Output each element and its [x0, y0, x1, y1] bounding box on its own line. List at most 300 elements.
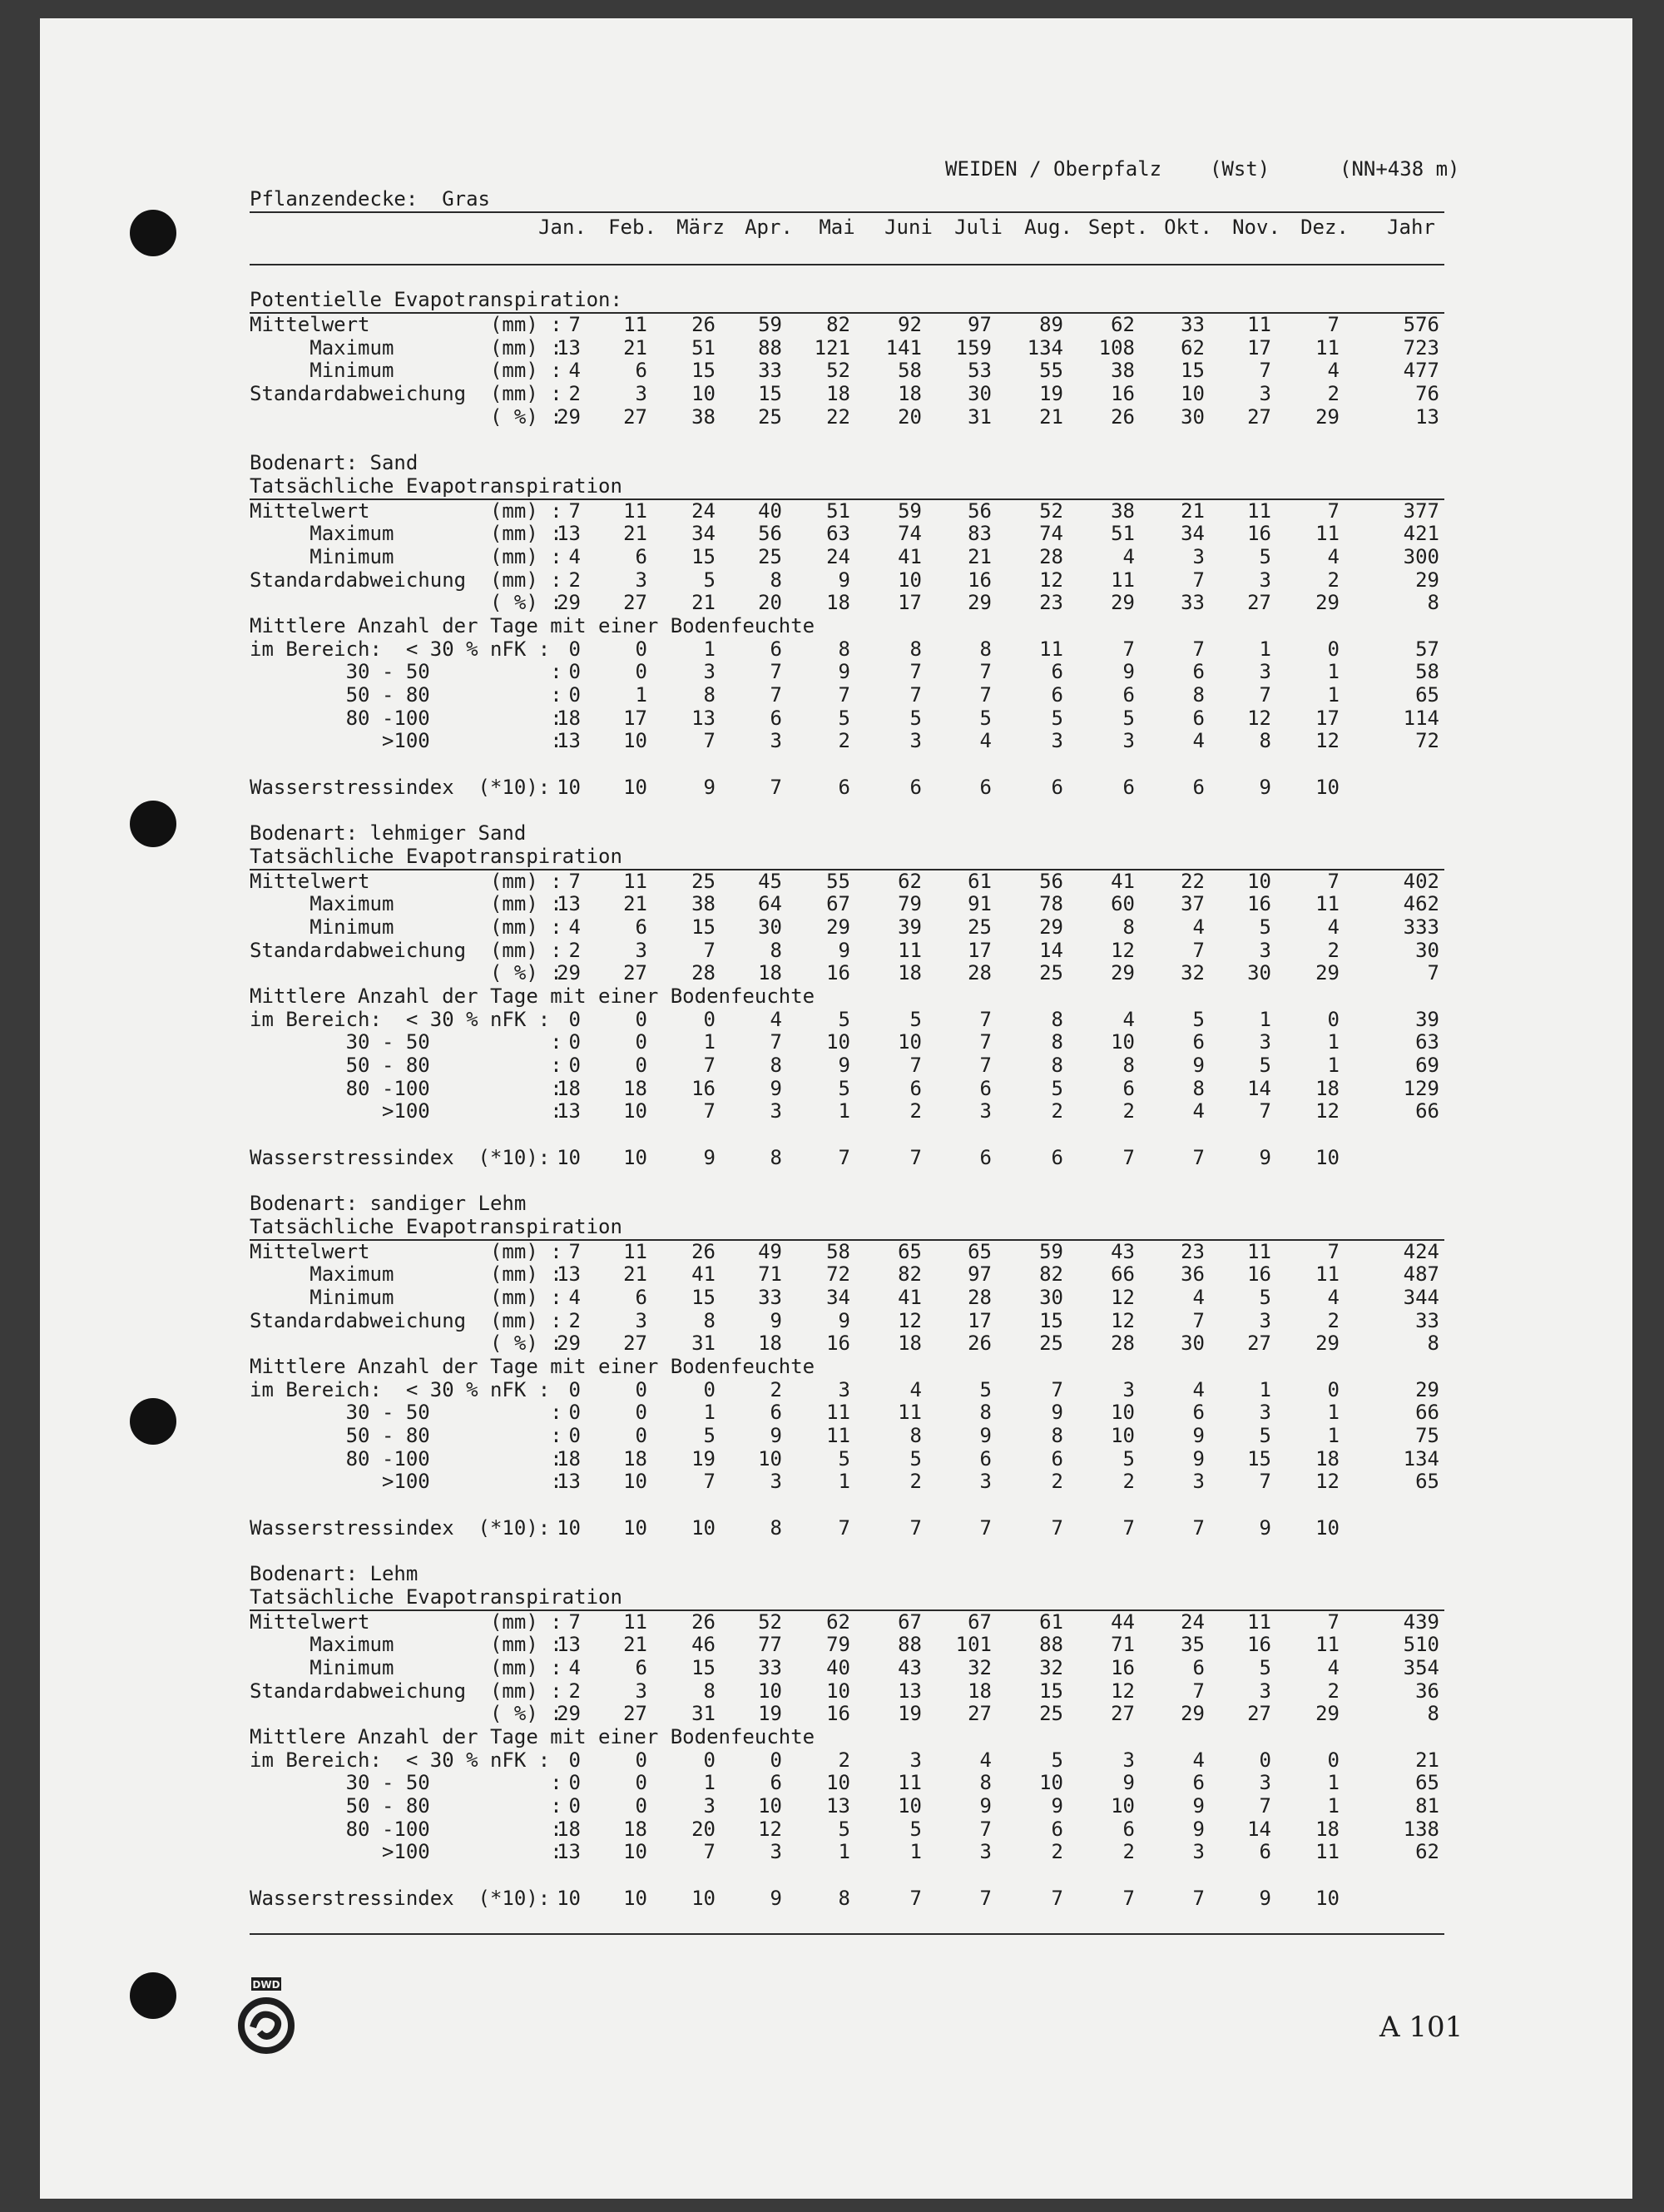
table-cell: 76	[1415, 382, 1439, 406]
table-cell: 10	[557, 1515, 581, 1540]
days-heading: Mittlere Anzahl der Tage mit einer Bodenfeuchte	[250, 1725, 815, 1748]
table-cell: 510	[1403, 1633, 1439, 1657]
table-cell: 29	[1415, 1377, 1439, 1401]
table-cell: 7	[1192, 1515, 1205, 1540]
punch-hole	[130, 801, 176, 847]
table-cell: 7	[909, 1886, 922, 1910]
table-row	[250, 1332, 1444, 1356]
table-cell: 45	[758, 869, 782, 893]
row-label: 30 - 50 :	[250, 660, 562, 684]
table-cell: 14	[1039, 938, 1063, 962]
row-label: Standardabweichung (mm) :	[250, 568, 562, 592]
table-cell: 29	[1315, 1332, 1340, 1356]
table-cell: 12	[1111, 1679, 1135, 1703]
table-cell: 19	[1039, 382, 1063, 406]
table-cell: 17	[1315, 706, 1340, 730]
table-cell: 10	[758, 1794, 782, 1818]
table-cell: 7	[1122, 1145, 1135, 1169]
table-cell: 6	[635, 1655, 647, 1679]
table-cell: 4	[1327, 359, 1340, 383]
table-cell: 2	[838, 1748, 850, 1772]
table-cell: 58	[1415, 660, 1439, 684]
table-cell: 1	[1327, 660, 1340, 684]
table-cell: 16	[1111, 382, 1135, 406]
table-cell: 7	[1327, 869, 1340, 893]
table-cell: 11	[898, 1401, 922, 1425]
table-cell: 30	[758, 915, 782, 939]
table-cell: 10	[898, 568, 922, 592]
table-cell: 9	[1051, 1401, 1063, 1425]
table-cell: 11	[623, 1609, 647, 1634]
table-cell: 4	[1192, 1099, 1205, 1123]
table-cell: 19	[898, 1702, 922, 1726]
table-cell: 18	[1315, 1076, 1340, 1100]
table-cell: 24	[826, 544, 850, 568]
section-title: Bodenart: Lehm	[250, 1562, 418, 1586]
table-cell: 114	[1403, 706, 1439, 730]
table-cell: 2	[568, 1679, 581, 1703]
table-cell: 0	[1327, 637, 1340, 661]
table-cell: 12	[1111, 1308, 1135, 1332]
table-cell: 10	[1181, 382, 1205, 406]
table-cell: 7	[1192, 1308, 1205, 1332]
table-row	[250, 500, 1444, 523]
table-cell: 10	[623, 729, 647, 753]
table-cell: 18	[968, 1679, 992, 1703]
table-cell: 11	[1315, 522, 1340, 546]
row-label: 30 - 50 :	[250, 1030, 562, 1054]
table-cell: 13	[557, 1840, 581, 1864]
table-cell: 44	[1111, 1609, 1135, 1634]
table-cell: 56	[758, 522, 782, 546]
table-cell: 10	[826, 1771, 850, 1795]
table-cell: 8	[770, 938, 782, 962]
punch-hole	[130, 1972, 176, 2019]
section-title-row	[250, 822, 1444, 846]
table-cell: 10	[1111, 1401, 1135, 1425]
table-cell: 63	[1415, 1030, 1439, 1054]
table-cell: 16	[826, 1702, 850, 1726]
table-cell: 33	[1181, 591, 1205, 615]
table-cell: 6	[770, 706, 782, 730]
section-subtitle-row	[250, 475, 1444, 498]
table-cell: 16	[826, 961, 850, 985]
table-cell: 8	[1122, 1054, 1135, 1078]
table-cell: 7	[770, 775, 782, 799]
table-cell: 20	[691, 1817, 716, 1841]
table-cell: 0	[1259, 1748, 1271, 1772]
row-label: Standardabweichung (mm) :	[250, 1308, 562, 1332]
table-cell: 0	[703, 1007, 716, 1031]
table-cell: 28	[968, 1285, 992, 1309]
table-cell: 7	[838, 683, 850, 707]
table-cell: 7	[568, 498, 581, 523]
table-cell: 9	[770, 1886, 782, 1910]
table-cell: 26	[691, 1239, 716, 1263]
table-cell: 2	[838, 729, 850, 753]
table-cell: 6	[1051, 683, 1063, 707]
table-cell: 5	[1259, 915, 1271, 939]
table-row	[250, 1471, 1444, 1494]
table-cell: 6	[909, 1076, 922, 1100]
page-code: A 101	[1379, 2011, 1463, 2044]
table-cell: 60	[1111, 892, 1135, 916]
table-cell: 3	[635, 382, 647, 406]
table-cell: 27	[1247, 404, 1271, 429]
table-cell: 6	[1122, 1076, 1135, 1100]
table-cell: 17	[898, 591, 922, 615]
table-cell: 66	[1415, 1401, 1439, 1425]
table-cell: 11	[1315, 1262, 1340, 1287]
table-cell: 0	[568, 1424, 581, 1448]
table-cell: 41	[898, 1285, 922, 1309]
table-row	[250, 1818, 1444, 1842]
table-cell: 53	[968, 359, 992, 383]
table-cell: 576	[1403, 313, 1439, 337]
table-row	[250, 1078, 1444, 1101]
row-label: >100 :	[250, 1840, 562, 1864]
table-cell: 28	[1111, 1332, 1135, 1356]
table-cell: 63	[826, 522, 850, 546]
row-label: Mittelwert (mm) :	[250, 498, 562, 523]
table-cell: 34	[691, 522, 716, 546]
table-cell: 25	[1039, 1702, 1063, 1726]
table-cell: 4	[1192, 1285, 1205, 1309]
table-cell: 16	[1247, 892, 1271, 916]
table-cell: 0	[635, 1054, 647, 1078]
table-cell: 0	[635, 1748, 647, 1772]
days-heading-row	[250, 985, 1444, 1009]
table-cell: 29	[1111, 591, 1135, 615]
table-row	[250, 546, 1444, 569]
table-cell: 33	[758, 359, 782, 383]
table-cell: 7	[1192, 1145, 1205, 1169]
table-cell: 0	[635, 637, 647, 661]
table-cell: 29	[557, 1702, 581, 1726]
row-label: Wasserstressindex (*10):	[250, 1886, 551, 1910]
table-cell: 3	[635, 568, 647, 592]
table-cell: 10	[1111, 1030, 1135, 1054]
table-cell: 6	[1122, 1817, 1135, 1841]
table-cell: 31	[691, 1332, 716, 1356]
table-cell: 11	[826, 1401, 850, 1425]
table-cell: 6	[1192, 775, 1205, 799]
table-cell: 25	[1039, 1332, 1063, 1356]
table-cell: 13	[557, 729, 581, 753]
table-cell: 16	[1247, 1262, 1271, 1287]
month-label: Jahr	[1387, 215, 1435, 239]
table-cell: 40	[826, 1655, 850, 1679]
table-cell: 72	[1415, 729, 1439, 753]
table-cell: 9	[979, 1794, 992, 1818]
table-cell: 52	[1039, 498, 1063, 523]
table-cell: 43	[1111, 1239, 1135, 1263]
table-cell: 5	[838, 1076, 850, 1100]
table-cell: 18	[898, 961, 922, 985]
table-cell: 1	[909, 1840, 922, 1864]
table-row	[250, 962, 1444, 985]
table-cell: 18	[623, 1446, 647, 1471]
table-cell: 57	[1415, 637, 1439, 661]
table-cell: 62	[898, 869, 922, 893]
table-cell: 75	[1415, 1424, 1439, 1448]
table-cell: 3	[703, 660, 716, 684]
table-cell: 72	[826, 1262, 850, 1287]
table-cell: 29	[1315, 404, 1340, 429]
table-row	[250, 1379, 1444, 1402]
table-cell: 2	[1051, 1099, 1063, 1123]
row-label: Wasserstressindex (*10):	[250, 1145, 551, 1169]
table-cell: 9	[1192, 1817, 1205, 1841]
table-cell: 27	[623, 404, 647, 429]
table-cell: 89	[1039, 313, 1063, 337]
table-cell: 27	[1247, 1702, 1271, 1726]
table-cell: 2	[568, 1308, 581, 1332]
month-header	[250, 213, 1444, 241]
table-cell: 13	[557, 1262, 581, 1287]
table-cell: 0	[635, 1424, 647, 1448]
table-cell: 38	[1111, 359, 1135, 383]
table-row	[250, 1401, 1444, 1425]
month-label: Mai	[819, 215, 855, 239]
table-cell: 3	[1122, 729, 1135, 753]
table-cell: 49	[758, 1239, 782, 1263]
table-cell: 0	[568, 637, 581, 661]
table-cell: 4	[1192, 729, 1205, 753]
table-cell: 33	[758, 1655, 782, 1679]
table-row	[250, 1031, 1444, 1054]
table-cell: 82	[1039, 1262, 1063, 1287]
month-label: März	[676, 215, 725, 239]
table-cell: 8	[979, 637, 992, 661]
table-cell: 7	[1192, 1886, 1205, 1910]
table-cell: 10	[557, 775, 581, 799]
table-cell: 27	[623, 591, 647, 615]
days-heading: Mittlere Anzahl der Tage mit einer Bodenfeuchte	[250, 1355, 815, 1378]
table-cell: 5	[1259, 1424, 1271, 1448]
table-row	[250, 1448, 1444, 1471]
table-cell: 4	[568, 1285, 581, 1309]
table-cell: 10	[691, 382, 716, 406]
table-cell: 13	[557, 892, 581, 916]
table-cell: 3	[1259, 1771, 1271, 1795]
table-row	[250, 870, 1444, 894]
table-cell: 7	[909, 1515, 922, 1540]
table-cell: 8	[1122, 915, 1135, 939]
table-cell: 25	[758, 544, 782, 568]
table-cell: 7	[1051, 1515, 1063, 1540]
table-cell: 13	[557, 1099, 581, 1123]
row-label: Minimum (mm) :	[250, 1285, 562, 1309]
table-cell: 51	[1111, 522, 1135, 546]
table-cell: 10	[623, 775, 647, 799]
section-subtitle-row	[250, 289, 1444, 312]
days-heading: Mittlere Anzahl der Tage mit einer Bodenfeuchte	[250, 614, 815, 637]
table-cell: 129	[1403, 1076, 1439, 1100]
table-cell: 32	[1181, 961, 1205, 985]
table-cell: 18	[557, 1446, 581, 1471]
table-cell: 52	[826, 359, 850, 383]
table-cell: 27	[623, 961, 647, 985]
table-cell: 6	[979, 1446, 992, 1471]
table-cell: 1	[1259, 1007, 1271, 1031]
table-row	[250, 940, 1444, 963]
table-cell: 2	[1327, 1679, 1340, 1703]
row-label: 50 - 80 :	[250, 1054, 562, 1078]
table-cell: 10	[1039, 1771, 1063, 1795]
table-cell: 27	[968, 1702, 992, 1726]
table-cell: 34	[1181, 522, 1205, 546]
table-cell: 18	[898, 1332, 922, 1356]
table-cell: 10	[1111, 1794, 1135, 1818]
table-cell: 5	[979, 706, 992, 730]
table-cell: 8	[1427, 1702, 1439, 1726]
row-label: ( %) :	[250, 591, 562, 615]
table-cell: 67	[968, 1609, 992, 1634]
table-cell: 2	[1051, 1840, 1063, 1864]
table-cell: 3	[909, 729, 922, 753]
table-cell: 65	[968, 1239, 992, 1263]
table-cell: 3	[1259, 1679, 1271, 1703]
month-label: Juli	[954, 215, 1003, 239]
section-subtitle: Potentielle Evapotranspiration:	[250, 288, 622, 312]
table-cell: 9	[1122, 1771, 1135, 1795]
table-cell: 62	[1415, 1840, 1439, 1864]
table-cell: 424	[1403, 1239, 1439, 1263]
table-cell: 5	[1259, 544, 1271, 568]
table-cell: 22	[1181, 869, 1205, 893]
table-cell: 13	[898, 1679, 922, 1703]
table-cell: 6	[770, 1401, 782, 1425]
month-label: Dez.	[1300, 215, 1349, 239]
table-cell: 11	[623, 498, 647, 523]
table-cell: 33	[758, 1285, 782, 1309]
table-cell: 5	[1259, 1655, 1271, 1679]
table-cell: 6	[1051, 660, 1063, 684]
soil-block	[250, 1563, 1444, 1933]
table-row	[250, 1009, 1444, 1032]
rule	[250, 1933, 1444, 1935]
table-cell: 8	[703, 1679, 716, 1703]
table-cell: 4	[1327, 1655, 1340, 1679]
table-cell: 6	[979, 1076, 992, 1100]
table-cell: 4	[1192, 915, 1205, 939]
table-cell: 5	[1051, 1748, 1063, 1772]
table-cell: 10	[758, 1446, 782, 1471]
table-cell: 6	[838, 775, 850, 799]
table-cell: 4	[1327, 544, 1340, 568]
table-cell: 8	[703, 683, 716, 707]
table-cell: 18	[826, 382, 850, 406]
table-cell: 55	[826, 869, 850, 893]
table-cell: 10	[623, 1840, 647, 1864]
table-row	[250, 1054, 1444, 1078]
table-cell: 7	[770, 683, 782, 707]
table-cell: 344	[1403, 1285, 1439, 1309]
table-cell: 29	[1039, 915, 1063, 939]
month-label: Nov.	[1232, 215, 1280, 239]
table-cell: 4	[770, 1007, 782, 1031]
table-cell: 7	[703, 1470, 716, 1494]
table-cell: 5	[909, 1817, 922, 1841]
table-cell: 28	[1039, 544, 1063, 568]
table-cell: 30	[1415, 938, 1439, 962]
table-cell: 26	[691, 313, 716, 337]
table-cell: 7	[1192, 1679, 1205, 1703]
table-cell: 27	[1247, 1332, 1271, 1356]
table-cell: 34	[826, 1285, 850, 1309]
table-cell: 30	[1181, 1332, 1205, 1356]
table-cell: 17	[1247, 335, 1271, 360]
section-subtitle-row	[250, 1586, 1444, 1609]
table-cell: 29	[557, 1332, 581, 1356]
row-label: im Bereich: < 30 % nFK :	[250, 1377, 551, 1401]
table-cell: 15	[691, 915, 716, 939]
table-cell: 39	[1415, 1007, 1439, 1031]
month-label: Apr.	[745, 215, 793, 239]
table-cell: 91	[968, 892, 992, 916]
table-cell: 3	[1122, 1377, 1135, 1401]
table-cell: 2	[1051, 1470, 1063, 1494]
table-cell: 4	[1327, 1285, 1340, 1309]
table-cell: 9	[1259, 1145, 1271, 1169]
table-cell: 16	[1247, 1633, 1271, 1657]
table-cell: 40	[758, 498, 782, 523]
table-cell: 24	[1181, 1609, 1205, 1634]
table-cell: 18	[758, 1332, 782, 1356]
table-cell: 462	[1403, 892, 1439, 916]
table-cell: 7	[703, 1840, 716, 1864]
table-cell: 78	[1039, 892, 1063, 916]
table-cell: 10	[1315, 1515, 1340, 1540]
table-cell: 18	[557, 1817, 581, 1841]
row-label: ( %) :	[250, 1702, 562, 1726]
table-cell: 0	[635, 1377, 647, 1401]
table-cell: 13	[557, 1470, 581, 1494]
table-cell: 1	[703, 1771, 716, 1795]
table-cell: 15	[758, 382, 782, 406]
table-cell: 402	[1403, 869, 1439, 893]
table-cell: 6	[770, 637, 782, 661]
month-label: Aug.	[1024, 215, 1072, 239]
table-cell: 79	[898, 892, 922, 916]
table-cell: 69	[1415, 1054, 1439, 1078]
table-cell: 5	[1192, 1007, 1205, 1031]
table-cell: 25	[758, 404, 782, 429]
table-cell: 74	[898, 522, 922, 546]
table-cell: 4	[568, 359, 581, 383]
table-cell: 9	[770, 1076, 782, 1100]
table-cell: 10	[898, 1794, 922, 1818]
table-cell: 8	[1192, 1076, 1205, 1100]
table-cell: 10	[1315, 1145, 1340, 1169]
table-cell: 8	[1259, 729, 1271, 753]
table-cell: 9	[1192, 1794, 1205, 1818]
table-cell: 4	[568, 915, 581, 939]
table-cell: 3	[1259, 1030, 1271, 1054]
table-cell: 10	[1315, 1886, 1340, 1910]
table-cell: 7	[703, 1054, 716, 1078]
table-cell: 29	[557, 591, 581, 615]
table-row	[250, 916, 1444, 940]
table-cell: 10	[826, 1030, 850, 1054]
table-cell: 4	[979, 729, 992, 753]
table-cell: 3	[635, 938, 647, 962]
table-cell: 9	[979, 1424, 992, 1448]
table-cell: 10	[557, 1145, 581, 1169]
table-cell: 1	[1327, 683, 1340, 707]
table-cell: 29	[1111, 961, 1135, 985]
